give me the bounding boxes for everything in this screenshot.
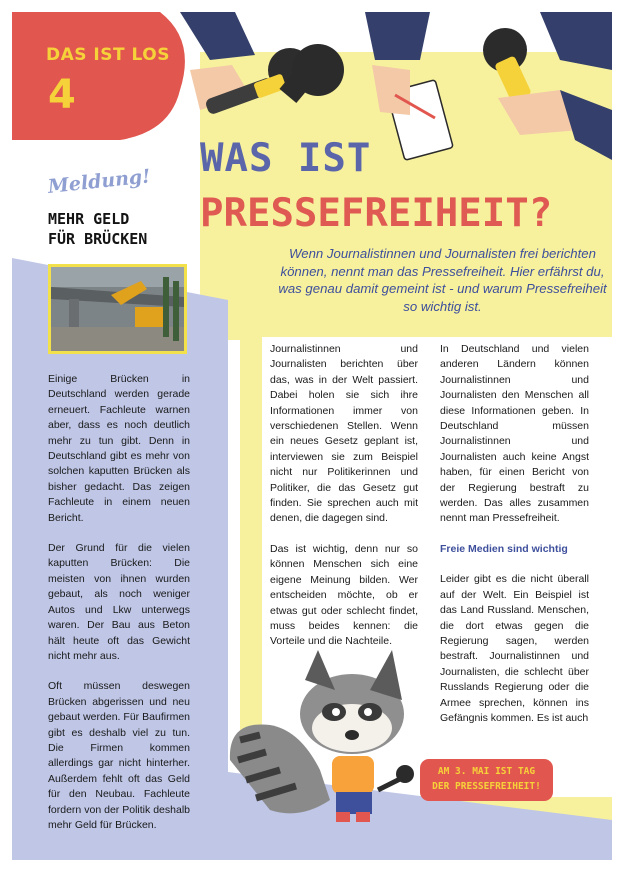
section-badge-number: 4 <box>48 72 76 118</box>
news-tag: Meldung! <box>46 165 152 198</box>
article-subheading: Freie Medien sind wichtig <box>440 542 568 555</box>
bridge-photo-image <box>51 267 184 351</box>
article-intro: Wenn Journalistinnen und Journalisten frei berichten können, nennt man das Pressefreiheit. Hier erfährst du, was genau damit gemeint ist - und warum Pressefreiheit so wichtig ist. <box>278 246 607 314</box>
article-paragraph: Das ist wichtig, denn nur so können Menschen sich eine eigene Meinung bilden. Wer entscheiden möchte, ob er etwas gut oder schlecht findet, muss beides kennen: die Vorteile und die Nachteile. <box>270 542 418 648</box>
sidebar-body <box>48 372 190 848</box>
sidebar-headline-line1: MEHR GELD <box>48 210 130 228</box>
sidebar-paragraph: Der Grund für die vielen kaputten Brücken: Die meisten von ihnen wurden gebaut, als noch weniger Autos und Lkw unterwegs waren. Der Bau aus Beton hält heute oft das Gewicht nicht mehr aus. <box>48 542 190 662</box>
callout-line2: DER PRESSEFREIHEIT! <box>432 781 541 792</box>
badge-shape <box>12 12 185 140</box>
sidebar-headline <box>48 209 147 249</box>
sidebar-paragraph: Einige Brücken in Deutschland werden gerade erneuert. Fachleute warnen aber, dass es noch deutlich mehr zu tun gibt. Denn in Deutschland gibt es mehr von solchen kaputten Brücken als bisher gedacht. Das zeigen Fachleute in einem neuen Bericht. <box>48 373 190 524</box>
article-paragraph: Leider gibt es die nicht überall auf der Welt. Ein Beispiel ist das Land Russland. Menschen, die dort etwas gegen die Regierung sagen, werden bestraft. Journalistinnen und Journalisten, die schlecht über Russlands Regierung oder die Armee sprechen, können ins Gefängnis kommen. Es ist auch <box>440 573 589 724</box>
sidebar-headline-line2: FÜR BRÜCKEN <box>48 230 148 248</box>
section-badge-label: DAS IST LOS <box>46 45 170 65</box>
article-column-right <box>440 342 589 741</box>
callout-line1: AM 3. MAI IST TAG <box>437 766 536 777</box>
article-paragraph: In Deutschland und vielen anderen Ländern können Journalistinnen und Journalisten den Menschen all diese Informationen geben. In Deutschland müssen Journalistinnen und Journalisten auch keine Angst haben, für einen Bericht von der Regierung bestraft zu werden. Das alles zusammen nennt man Pressefreiheit. <box>440 343 589 525</box>
article-title-line2: PRESSEFREIHEIT? <box>200 191 553 236</box>
callout-text <box>420 764 553 794</box>
bridge-demolition-photo <box>48 264 187 354</box>
article-title-line1: WAS IST <box>200 136 372 181</box>
sidebar-paragraph: Oft müssen deswegen Brücken abgerissen und neu gebaut werden. Für Baufirmen gibt es deshalb viel zu tun. Die Firmen kommen allerdings gar nicht hinterher. Außerdem fehlt oft das Geld für den Neubau. Fachleute fordern von der Politik deshalb mehr Geld für Brücken. <box>48 680 190 831</box>
article-paragraph: Journalistinnen und Journalisten berichten über das, was in der Welt passiert. Dabei holen sie sich ihre Informationen immer von verschiedenen Stellen. Wenn ein neues Gesetz geplant ist, interviewen sie zum Beispiel nicht nur Politikerinnen und Politiker, die das Gesetz gut finden. Sie sprechen auch mit denen, die dagegen sind. <box>270 343 418 525</box>
article-column-left <box>270 342 418 665</box>
